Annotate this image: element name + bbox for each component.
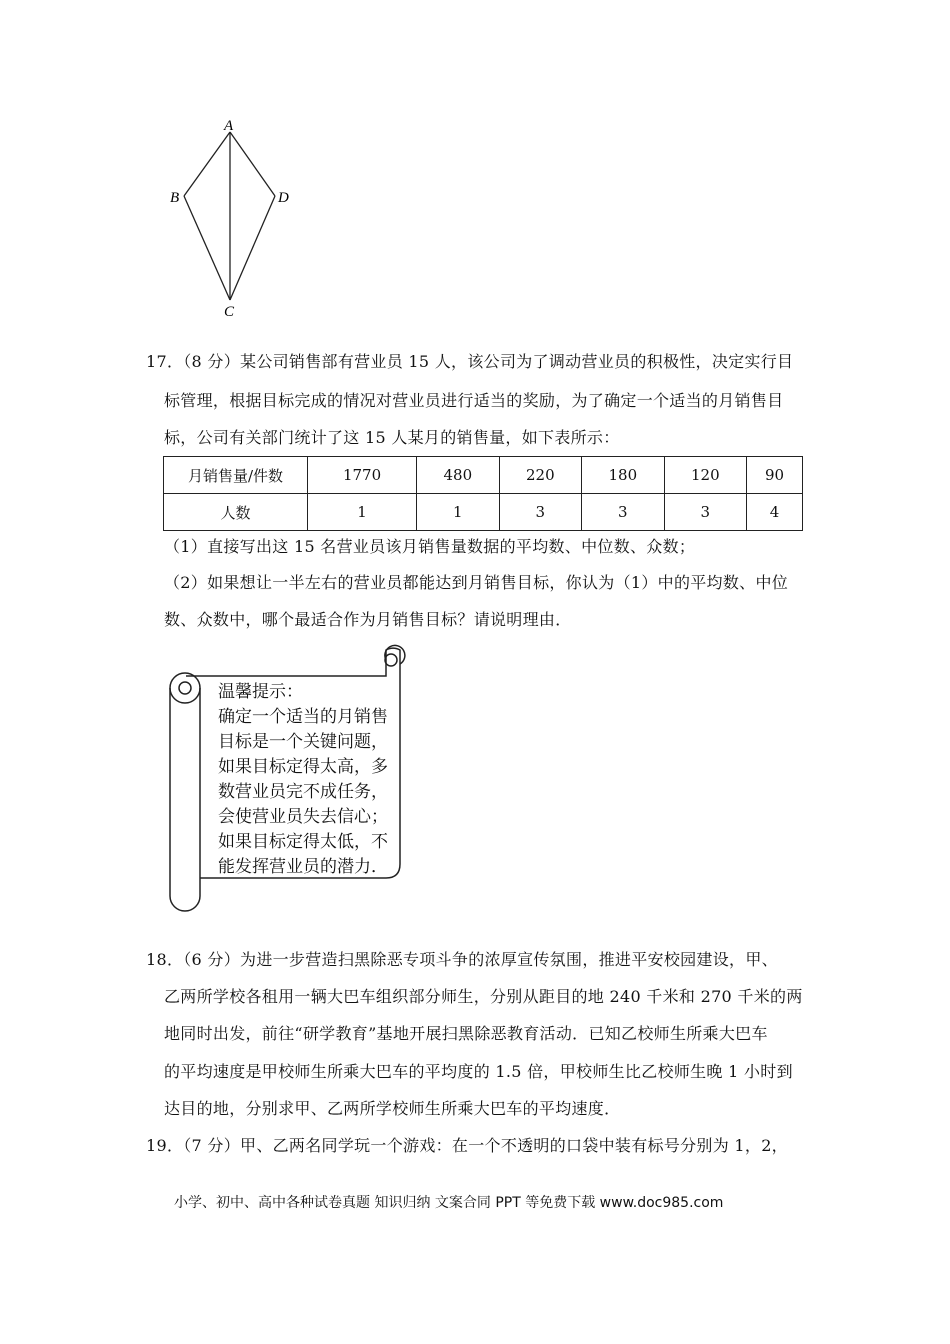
- q17-sub-3: 数、众数中，哪个最适合作为月销售目标？请说明理由．: [164, 610, 572, 629]
- sales-table: [163, 456, 803, 531]
- tip-line-8: 能发挥营业员的潜力．: [218, 857, 388, 877]
- table-cell: 1: [308, 494, 417, 531]
- table-row: [164, 494, 803, 531]
- q19-line-1: 19．（7 分）甲、乙两名同学玩一个游戏：在一个不透明的口袋中装有标号分别为 1，2，: [146, 1136, 788, 1155]
- tip-line-3: 目标是一个关键问题，: [218, 732, 388, 752]
- tip-line-2: 确定一个适当的月销售: [218, 707, 388, 727]
- table-cell: 120: [664, 457, 747, 494]
- q18-line-1: 18．（6 分）为进一步营造扫黑除恶专项斗争的浓厚宣传氛围，推进平安校园建设，甲、: [146, 950, 778, 969]
- table-header-cell: 月销售量/件数: [164, 457, 308, 494]
- table-cell: 1: [417, 494, 500, 531]
- point-label-c: C: [224, 304, 235, 320]
- tip-line-4: 如果目标定得太高，多: [218, 757, 388, 777]
- tip-line-1: 温馨提示：: [218, 682, 303, 702]
- q17-line-3: 标，公司有关部门统计了这 15 人某月的销售量，如下表所示：: [164, 428, 620, 447]
- table-cell: 180: [582, 457, 665, 494]
- page-footer: 小学、初中、高中各种试卷真题 知识归纳 文案合同 PPT 等免费下载 www.doc985.com: [174, 1195, 724, 1211]
- table-cell: 3: [582, 494, 665, 531]
- tip-line-7: 如果目标定得太低，不: [218, 832, 388, 852]
- table-cell: 4: [747, 494, 803, 531]
- table-cell: 90: [747, 457, 803, 494]
- point-label-a: A: [224, 118, 234, 134]
- q18-line-3: 地同时出发，前往“研学教育”基地开展扫黑除恶教育活动．已知乙校师生所乘大巴车: [164, 1024, 768, 1043]
- segment-bc: [184, 196, 230, 300]
- point-label-d: D: [278, 190, 289, 206]
- point-label-b: B: [170, 190, 180, 206]
- tip-line-5: 数营业员完不成任务，: [218, 782, 388, 802]
- tip-line-6: 会使营业员失去信心；: [218, 807, 388, 827]
- segment-ab: [184, 132, 230, 196]
- table-header-cell: 人数: [164, 494, 308, 531]
- q17-sub-2: （2）如果想让一半左右的营业员都能达到月销售目标，你认为（1）中的平均数、中位: [164, 573, 789, 592]
- q17-line-1: 17．（8 分）某公司销售部有营业员 15 人，该公司为了调动营业员的积极性，决定实行目: [146, 352, 794, 371]
- table-cell: 1770: [308, 457, 417, 494]
- table-cell: 480: [417, 457, 500, 494]
- segment-ad: [230, 132, 275, 196]
- q18-line-2: 乙两所学校各租用一辆大巴车组织部分师生，分别从距目的地 240 千米和 270 千米的两: [164, 987, 803, 1006]
- table-cell: 220: [499, 457, 582, 494]
- q18-line-5: 达目的地，分别求甲、乙两所学校师生所乘大巴车的平均速度．: [164, 1099, 621, 1118]
- q17-line-2: 标管理，根据目标完成的情况对营业员进行适当的奖励，为了确定一个适当的月销售目: [164, 391, 784, 410]
- q17-sub-1: （1）直接写出这 15 名营业员该月销售量数据的平均数、中位数、众数；: [164, 537, 696, 556]
- q18-line-4: 的平均速度是甲校师生所乘大巴车的平均度的 1.5 倍，甲校师生比乙校师生晚 1 小时到: [164, 1062, 793, 1081]
- kite-figure: [160, 112, 310, 322]
- table-cell: 3: [499, 494, 582, 531]
- table-row: [164, 457, 803, 494]
- segment-dc: [230, 196, 275, 300]
- table-cell: 3: [664, 494, 747, 531]
